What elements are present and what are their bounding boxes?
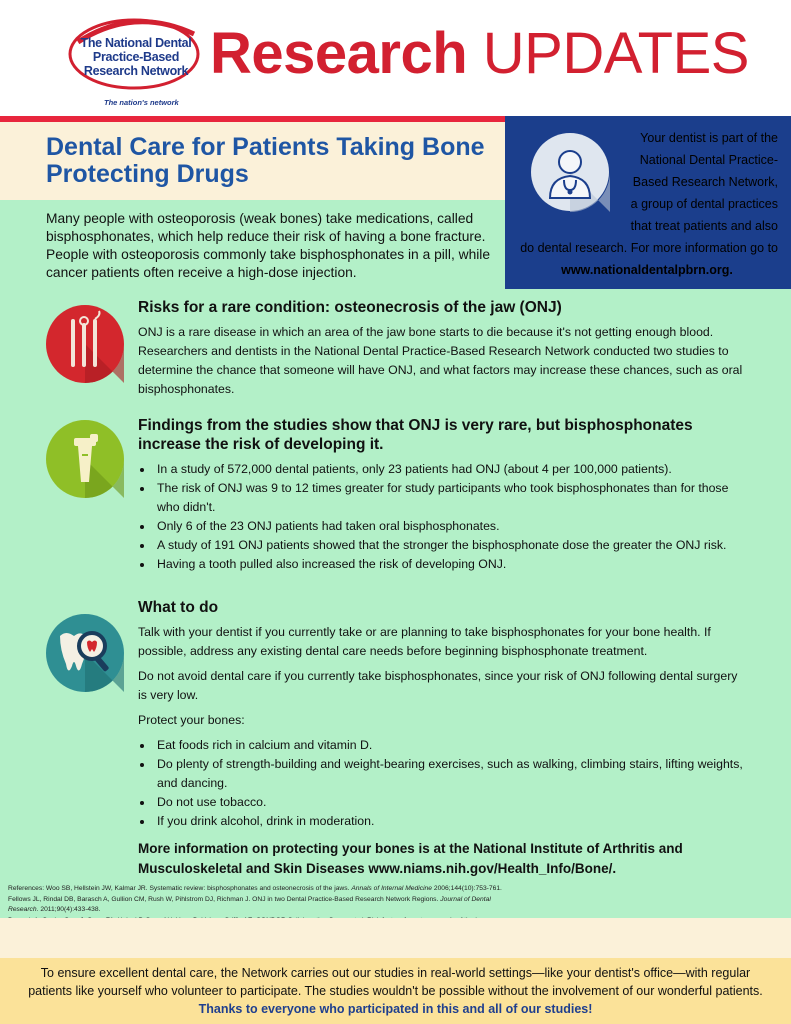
footer-line: patients like yourself who volunteer to participate. The studies wouldn't be possible without the involvement of our wonderful patients.	[28, 984, 763, 998]
thanks-line: Thanks to everyone who participated in this and all of our studies!	[198, 1002, 593, 1016]
info-line: Your dentist is part of the	[640, 131, 778, 145]
info-line: do dental research. For more information go to	[520, 241, 778, 255]
protect-bones-list	[138, 736, 748, 831]
tooth-magnifier-icon	[46, 614, 124, 692]
more-info-note: More information on protecting your bones is at the National Institute of Arthritis and Musculoskeletal and Skin Diseases www.niams.nih.gov/Health_Info/Bone/.	[138, 841, 683, 876]
dental-drill-icon	[46, 420, 124, 498]
network-info-text	[516, 127, 786, 281]
info-line: a group of dental practices	[630, 197, 778, 211]
risks-body: ONJ is a rare disease in which an area of the jaw bone starts to die because it's not getting enough blood. Researchers and dentists in the National Dental Practice-Based Research Network conducted two studies to determine the chance that someone will have ONJ, and what factors may increase these chances, such as oral bisphosphonates.	[138, 325, 743, 396]
masthead	[210, 21, 749, 86]
risks-heading: Risks for a rare condition: osteonecrosis of the jaw (ONJ)	[138, 299, 562, 316]
what-to-do-para2: Do not avoid dental care if you currently take bisphosphonates, since your risk of ONJ following dental surgery is very low.	[138, 669, 738, 702]
reference-item: Fellows JL, Rindal DB, Barasch A, Gullion CM, Rush W, Pihlstrom DJ, Richman J. ONJ in two Dental Practice-Based Research Network Regions. Journal of Dental Research. 2011;90(4):433-438.	[8, 895, 491, 913]
logo-tagline: The nation's network	[104, 98, 179, 107]
logo-text: The National Dental Practice-Based Research Network	[80, 36, 192, 78]
network-logo	[64, 12, 204, 110]
risks-section	[138, 298, 748, 405]
masthead-research: Research	[210, 21, 468, 86]
what-to-do-para3: Protect your bones:	[138, 713, 245, 727]
footer-message	[0, 964, 791, 1018]
info-line: that treat patients and also	[630, 219, 778, 233]
page-title: Dental Care for Patients Taking Bone Protecting Drugs	[46, 133, 485, 188]
findings-section	[138, 416, 748, 574]
list-item: • Do plenty of strength-building and weight-bearing exercises, such as walking, climbing stairs, lifting weights, and dancing.	[154, 755, 748, 793]
list-item: • Do not use tobacco.	[154, 793, 748, 812]
what-to-do-para1: Talk with your dentist if you currently take or are planning to take bisphosphonates for your bone health. If possible, address any existing dental care needs before beginning bisphosphonate treatment.	[138, 625, 711, 658]
dental-tools-icon	[46, 305, 124, 383]
findings-heading: Findings from the studies show that ONJ is very rare, but bisphosphonates increase the risk of developing it.	[138, 417, 693, 453]
info-line: National Dental Practice-	[639, 153, 778, 167]
reference-item: References: Woo SB, Hellstein JW, Kalmar JR. Systematic review: bisphosphonates and osteonecrosis of the jaws. Annals of Internal Medicine 2006;144(10):753-761.	[8, 885, 502, 892]
list-item: • Only 6 of the 23 ONJ patients had taken oral bisphosphonates.	[154, 517, 748, 536]
masthead-updates: UPDATES	[482, 21, 749, 86]
list-item: • The risk of ONJ was 9 to 12 times greater for study participants who took bisphosphonates than for those who didn't.	[154, 479, 748, 517]
info-line: Based Research Network,	[632, 175, 778, 189]
what-to-do-section	[138, 598, 748, 879]
findings-list	[138, 460, 748, 574]
intro-paragraph: Many people with osteoporosis (weak bones) take medications, called bisphosphonates, which help reduce their risk of having a bone fracture. People with osteoporosis commonly take bisphosphonates in a pill, while cancer patients often receive a high-dose injection.	[46, 211, 491, 280]
what-to-do-heading: What to do	[138, 599, 219, 616]
list-item: • Eat foods rich in calcium and vitamin D.	[154, 736, 748, 755]
list-item: • In a study of 572,000 dental patients, only 23 patients had ONJ (about 4 per 100,000 patients).	[154, 460, 748, 479]
list-item: • Having a tooth pulled also increased the risk of developing ONJ.	[154, 555, 748, 574]
network-url-link[interactable]: www.nationaldentalpbrn.org.	[561, 263, 733, 277]
list-item: • A study of 191 ONJ patients showed that the stronger the bisphosphonate dose the greater the ONJ risk.	[154, 536, 748, 555]
list-item: • If you drink alcohol, drink in moderation.	[154, 812, 748, 831]
footer-line: To ensure excellent dental care, the Network carries out our studies in real-world settings—like your dentist's office—with regular	[40, 966, 751, 980]
